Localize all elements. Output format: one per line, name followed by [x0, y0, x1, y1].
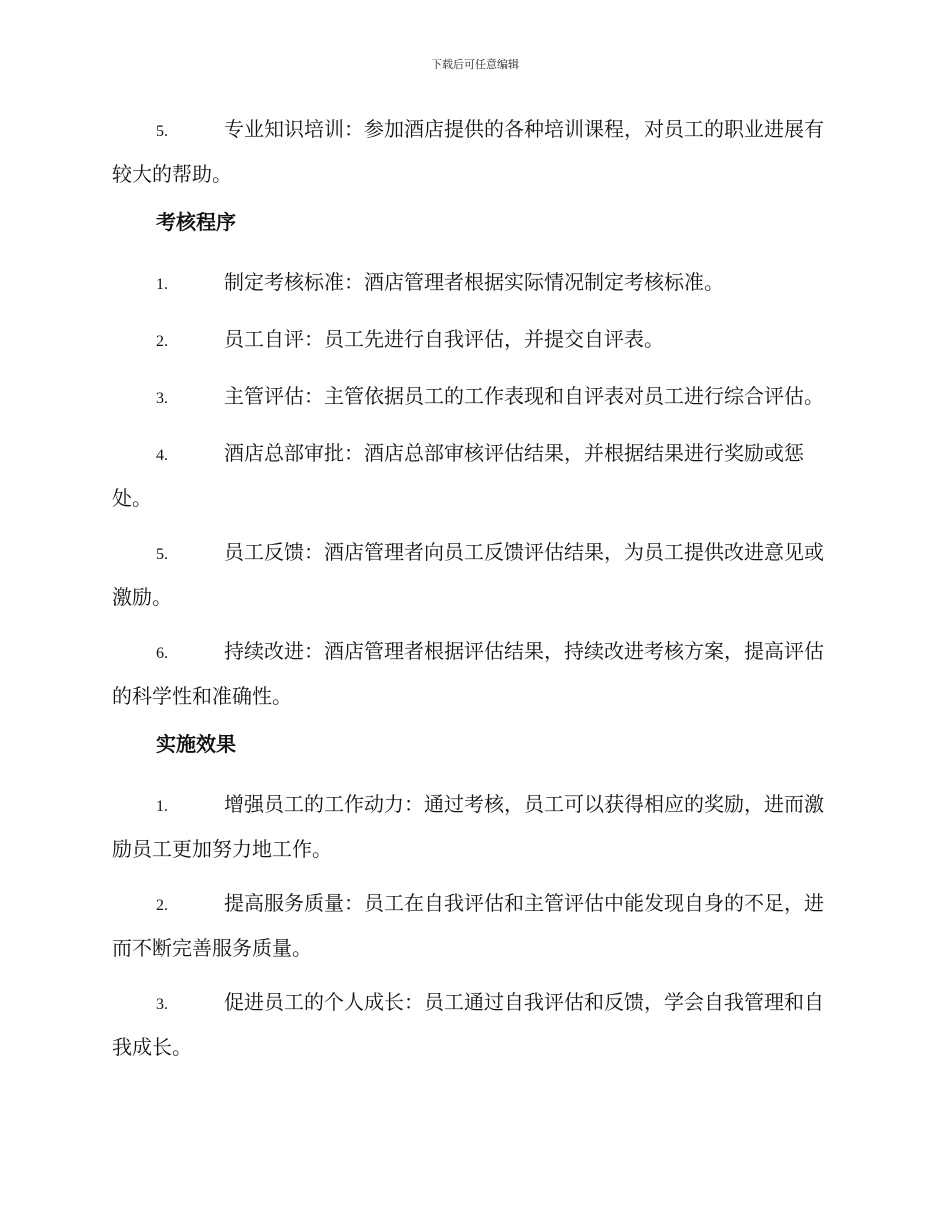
document-body	[112, 108, 834, 1080]
item-number: 3.	[156, 390, 168, 407]
section-implementation-effect	[112, 729, 834, 1068]
item-text: 提高服务质量：员工在自我评估和主管评估中能发现自身的不足，进而不断完善服务质量。	[112, 891, 824, 960]
item-text: 促进员工的个人成长：员工通过自我评估和反馈，学会自我管理和自我成长。	[112, 990, 824, 1059]
section-training	[112, 108, 834, 195]
item-text: 主管评估：主管依据员工的工作表现和自评表对员工进行综合评估。	[224, 384, 824, 408]
item-number: 2.	[156, 897, 168, 914]
list-item	[112, 375, 834, 420]
item-number: 3.	[156, 996, 168, 1013]
list-item	[112, 261, 834, 306]
item-number: 1.	[156, 798, 168, 815]
item-text: 增强员工的工作动力：通过考核，员工可以获得相应的奖励，进而激励员工更加努力地工作。	[112, 792, 824, 861]
item-text: 持续改进：酒店管理者根据评估结果，持续改进考核方案，提高评估的科学性和准确性。	[112, 639, 824, 708]
list-item	[112, 531, 834, 618]
item-number: 2.	[156, 333, 168, 350]
item-number: 1.	[156, 276, 168, 293]
list-item	[112, 108, 834, 195]
item-text: 酒店总部审批：酒店总部审核评估结果，并根据结果进行奖励或惩处。	[112, 441, 804, 510]
page-header: 下载后可任意编辑	[431, 58, 519, 71]
list-item	[112, 882, 834, 969]
item-number: 6.	[156, 645, 168, 662]
item-text: 专业知识培训：参加酒店提供的各种培训课程，对员工的职业进展有较大的帮助。	[112, 117, 824, 186]
item-text: 员工自评：员工先进行自我评估，并提交自评表。	[224, 327, 664, 351]
item-number: 4.	[156, 447, 168, 464]
item-text: 制定考核标准：酒店管理者根据实际情况制定考核标准。	[224, 270, 724, 294]
list-item	[112, 981, 834, 1068]
list-item	[112, 630, 834, 717]
list-item	[112, 432, 834, 519]
item-number: 5.	[156, 123, 168, 140]
list-item	[112, 318, 834, 363]
section-heading: 考核程序	[156, 210, 236, 234]
item-text: 员工反馈：酒店管理者向员工反馈评估结果，为员工提供改进意见或激励。	[112, 540, 824, 609]
section-assessment-procedure	[112, 207, 834, 717]
section-heading: 实施效果	[156, 732, 236, 756]
list-item	[112, 783, 834, 870]
item-number: 5.	[156, 546, 168, 563]
